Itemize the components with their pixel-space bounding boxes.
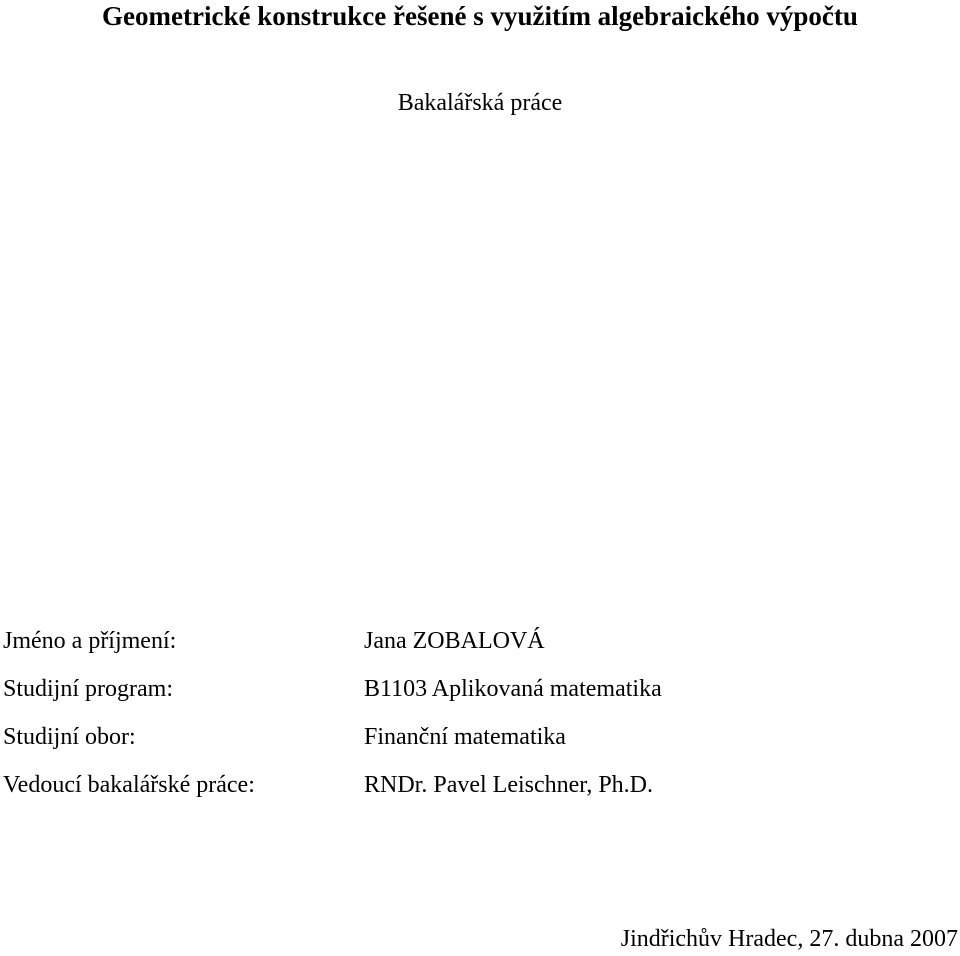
- info-row-author: [3, 617, 958, 665]
- document-title: Geometrické konstrukce řešené s využitím algebraického výpočtu: [102, 1, 858, 31]
- info-label: Vedoucí bakalářské práce:: [3, 771, 255, 798]
- info-value: RNDr. Pavel Leischner, Ph.D.: [364, 771, 653, 798]
- info-row-field: [3, 713, 958, 761]
- info-label: Studijní program:: [3, 675, 173, 702]
- info-label: Jméno a příjmení:: [3, 627, 177, 654]
- info-table: [3, 617, 958, 809]
- document-subtitle: Bakalářská práce: [397, 90, 563, 116]
- info-value: B1103 Aplikovaná matematika: [364, 675, 662, 702]
- place-date: Jindřichův Hradec, 27. dubna 2007: [620, 926, 958, 952]
- info-label: Studijní obor:: [3, 723, 136, 750]
- info-row-supervisor: [3, 761, 958, 809]
- info-row-program: [3, 665, 958, 713]
- info-value: Jana ZOBALOVÁ: [364, 627, 545, 654]
- info-value: Finanční matematika: [364, 723, 566, 750]
